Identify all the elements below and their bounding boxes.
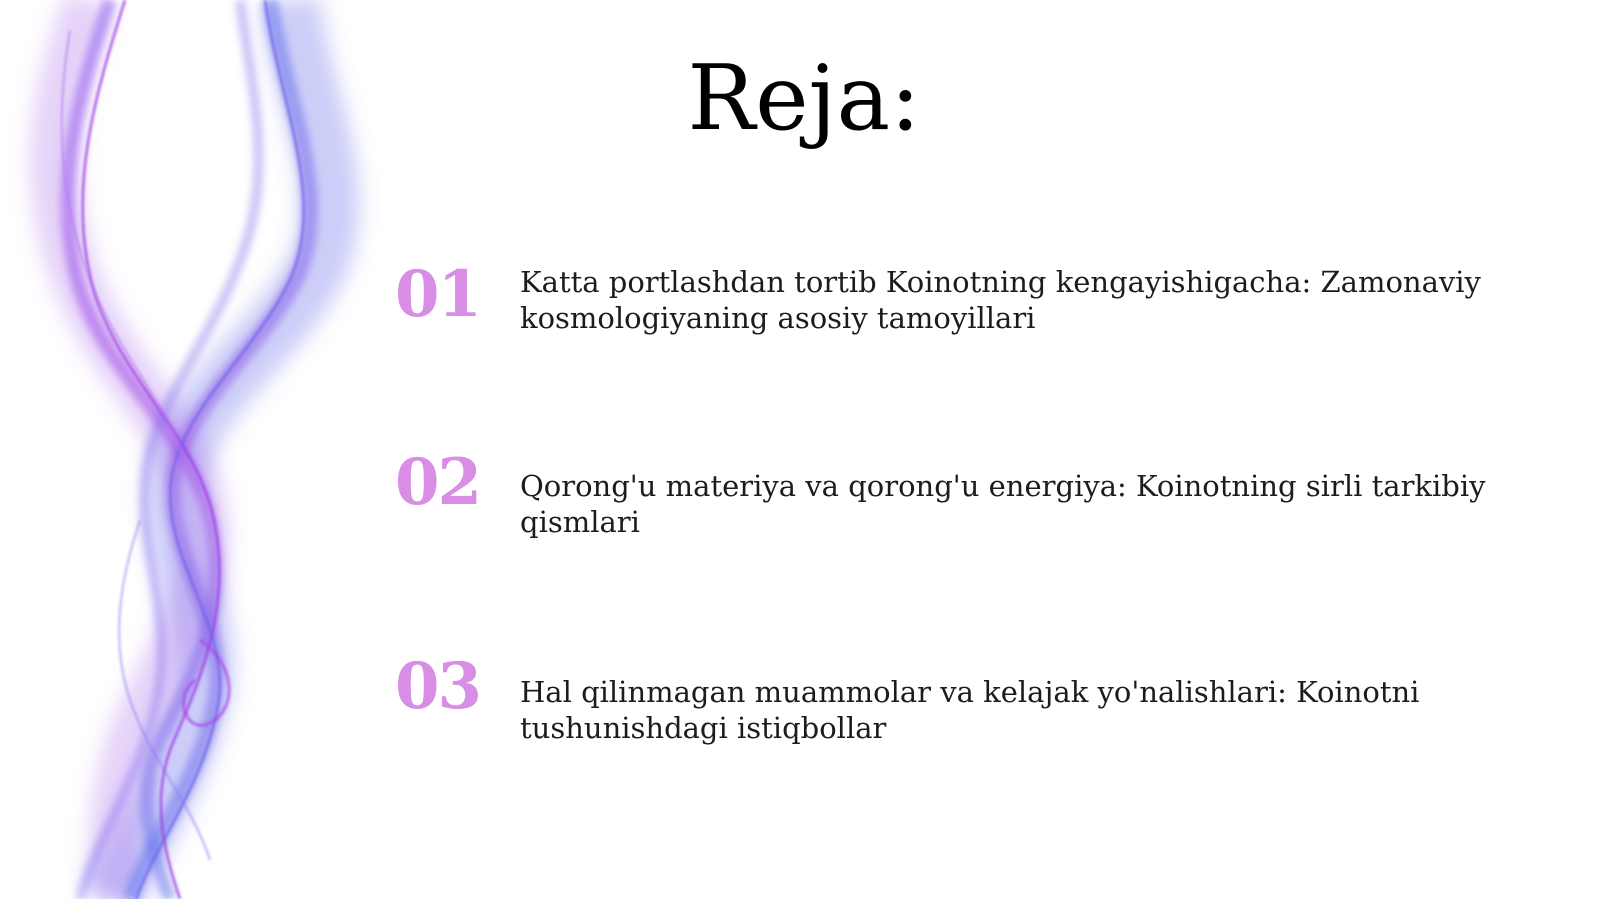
agenda-item-text: Qorong'u materiya va qorong'u energiya: Koinotning sirli tarkibiy qismlari: [520, 469, 1486, 539]
agenda-item-text: Katta portlashdan tortib Koinotning kengayishigacha: Zamonaviy kosmologiyaning asosiy tamoyillari: [520, 265, 1481, 335]
agenda-item-number: 02: [395, 445, 481, 520]
agenda-item: [395, 445, 1525, 539]
slide-title: Reja:: [687, 46, 921, 151]
agenda-item-number: 03: [395, 649, 481, 724]
agenda-item: [395, 257, 1525, 350]
agenda-item: [395, 649, 1525, 745]
agenda-item-number: 01: [395, 257, 481, 332]
agenda-item-text: Hal qilinmagan muammolar va kelajak yo'nalishlari: Koinotni tushunishdagi istiqbollar: [520, 675, 1420, 745]
